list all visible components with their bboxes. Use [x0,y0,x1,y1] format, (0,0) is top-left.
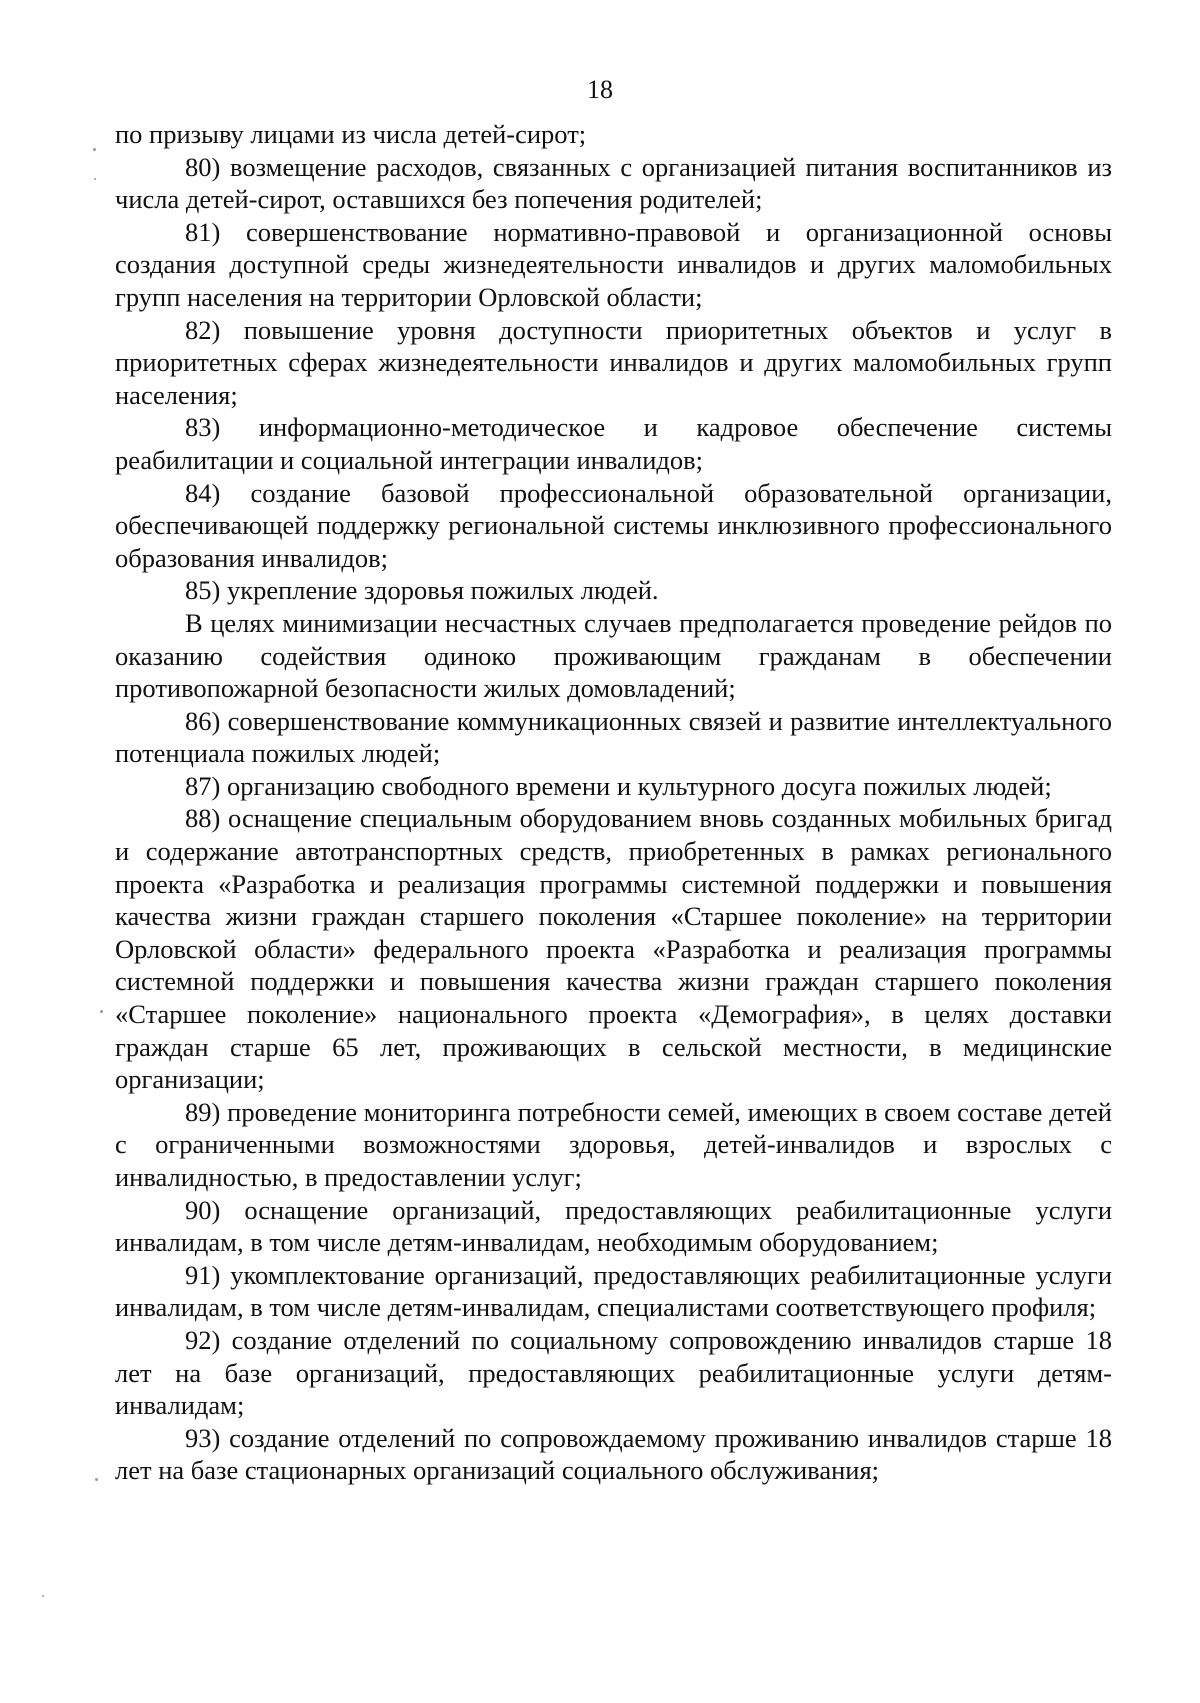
paragraph-raids: В целях минимизации несчастных случаев предполагается проведение рейдов по оказанию содействия одиноко проживающим гражданам в обеспечении противопожарной безопасности жилых домовладений; [115,607,1112,704]
scan-speck [94,178,96,180]
document-body [115,118,1112,1487]
list-item-84: 84) создание базовой профессиональной образовательной организации, обеспечивающей поддержку региональной системы инклюзивного профессионального образования инвалидов; [115,477,1112,573]
list-item-82: 82) повышение уровня доступности приоритетных объектов и услуг в приоритетных сферах жизнедеятельности инвалидов и других маломобильных групп населения; [115,314,1112,410]
list-item-80: 80) возмещение расходов, связанных с организацией питания воспитанников из числа детей-сирот, оставшихся без попечения родителей; [115,151,1112,215]
list-item-91: 91) укомплектование организаций, предоставляющих реабилитационные услуги инвалидам, в том числе детям-инвалидам, специалистами соответствующего профиля; [115,1259,1112,1323]
scan-speck [100,1010,103,1013]
scan-speck [42,1595,44,1597]
scan-speck [95,1478,98,1481]
list-item-93: 93) создание отделений по сопровождаемому проживанию инвалидов старше 18 лет на базе стационарных организаций социального обслуживания; [115,1422,1112,1486]
list-item-89: 89) проведение мониторинга потребности семей, имеющих в своем составе детей с ограниченными возможностями здоровья, детей-инвалидов и взрослых с инвалидностью, в предоставлении услуг; [115,1096,1112,1192]
list-item-86: 86) совершенствование коммуникационных связей и развитие интеллектуального потенциала пожилых людей; [115,705,1112,769]
list-item-87: 87) организацию свободного времени и культурного досуга пожилых людей; [185,770,1052,801]
paragraph-continuation: по призыву лицами из числа детей-сирот; [115,119,587,149]
list-item-83: 83) информационно-методическое и кадровое обеспечение системы реабилитации и социальной интеграции инвалидов; [115,412,1112,475]
list-item-92: 92) создание отделений по социальному сопровождению инвалидов старше 18 лет на базе организаций, предоставляющих реабилитационные услуги детям-инвалидам; [115,1324,1112,1421]
list-item-85: 85) укрепление здоровья пожилых людей. [185,575,659,606]
page-number: 18 [587,75,613,104]
list-item-81: 81) совершенствование нормативно-правовой и организационной основы создания доступной среды жизнедеятельности инвалидов и других маломобильных групп населения на территории Орловской области; [115,216,1112,312]
list-item-90: 90) оснащение организаций, предоставляющих реабилитационные услуги инвалидам, в том числе детям-инвалидам, необходимым оборудованием; [115,1194,1112,1258]
list-item-88: 88) оснащение специальным оборудованием вновь созданных мобильных бригад и содержание автотранспортных средств, приобретенных в рамках регионального проекта «Разработка и реализация программы системной поддержки и повышения качества жизни граждан старшего поколения «Старшее поколение» на территории Орловской области» федерального проекта «Разработка и реализация программы системной поддержки и повышения качества жизни граждан старшего поколения «Старшее поколение» национального проекта «Демография», в целях доставки граждан старше 65 лет, проживающих в сельской местности, в медицинские организации; [115,803,1112,1095]
scan-speck [93,148,96,151]
